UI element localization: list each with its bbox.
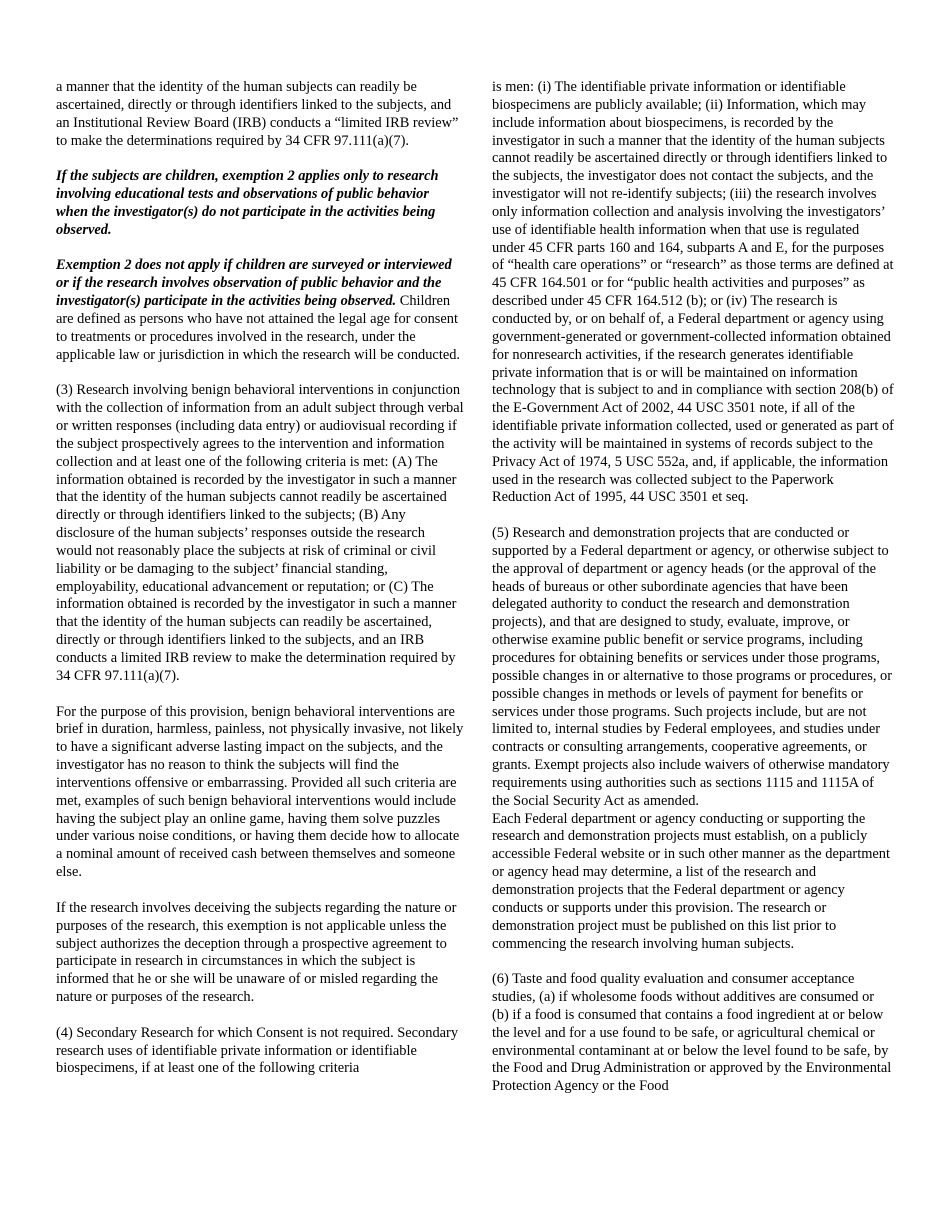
- paragraph-item-3: (3) Research involving benign behavioral interventions in conjunction with the collection of information from an adult subject through verbal or written responses (including data entry) or audiovisual recording if the subject prospectively agrees to the intervention and information collection and at least one of the following criteria is met: (A) The information obtained is recorded by the investigator in such a manner that the identity of the human subjects cannot readily be ascertained directly or through identifiers linked to the subjects; (B) Any disclosure of the human subjects’ responses outside the research would not reasonably place the subjects at risk of criminal or civil liability or be damaging to the subject’ financial standing, employability, educational advancement or reputation; or (C) The information obtained is recorded by the investigator in such a manner that the identity of the human subjects can readily be ascertained, directly or through identifiers linked to the subjects, and an IRB conducts a limited IRB review to make the determination required by 34 CFR 97.111(a)(7).: [56, 382, 464, 684]
- paragraph-item-4: (4) Secondary Research for which Consent is not required. Secondary research uses of identifiable private information or identifiable biospecimens, if at least one of the following criteria: [56, 1024, 459, 1077]
- paragraph-exemption-2-limits: [56, 257, 464, 364]
- right-column: [492, 79, 894, 1096]
- paragraph: Each Federal department or agency conducting or supporting the research and demonstration projects must establish, on a publicly accessible Federal website or in such other manner as the department or agency head may determine, a list of the research and demonstration projects that the Federal department or agency conducts or supports under this provision. The research or demonstration project must be published on this list prior to commencing the research involving human subjects.: [492, 810, 890, 952]
- left-column: [56, 79, 464, 1078]
- bold-italic-text: Exemption 2 does not apply if children are surveyed or interviewed or if the research involves observation of public behavior and the investigator(s) participate in the activities being observed.: [56, 257, 452, 310]
- paragraph: For the purpose of this provision, benign behavioral interventions are brief in duration, harmless, painless, not physically invasive, not likely to have a significant adverse lasting impact on the subjects, and the investigator has no reason to think the subjects will find the interventions offensive or embarrassing. Provided all such criteria are met, examples of such benign behavioral interventions would include having the subject play an online game, having them solve puzzles under various noise conditions, or having them decide how to allocate a nominal amount of received cash between themselves and someone else.: [56, 703, 464, 881]
- paragraph: is men: (i) The identifiable private information or identifiable biospecimens are publicly available; (ii) Information, which may include information about biospecimens, is recorded by the investigator in such a manner that the identity of the human subjects cannot readily be ascertained directly or through identifiers linked to the subjects, the investigator does not contact the subjects, and the investigator will not re-identify subjects; (iii) the research involves only information collection and analysis involving the investigators’ use of identifiable health information when that use is regulated under 45 CFR parts 160 and 164, subparts A and E, for the purposes of “health care operations” or “research” as those terms are defined at 45 CFR 164.501 or for “public health activities and purposes” as described under 45 CFR 164.512 (b); or (iv) The research is conducted by, or on behalf of, a Federal department or agency using government-generated or government-collected information obtained for nonresearch activities, if the research generates identifiable private information that is or will be maintained on information technology that is subject to and in compliance with section 208(b) of the E-Government Act of 2002, 44 USC 3501 note, if all of the identifiable private information collected, used or generated as part of the activity will be maintained in systems of records subject to the Privacy Act of 1974, 5 USC 552a, and, if applicable, the information used in the research was collected subject to the Paperwork Reduction Act of 1995, 44 USC 3501 et seq.: [492, 79, 894, 506]
- paragraph-item-6: (6) Taste and food quality evaluation and consumer acceptance studies, (a) if wholesome foods without additives are consumed or (b) if a food is consumed that contains a food ingredient at or below the level and for a use found to be safe, or agricultural chemical or environmental contaminant at or below the level found to be safe, by the Food and Drug Administration or approved by the Environmental Protection Agency or the Food: [492, 971, 892, 1095]
- paragraph-text: Children are defined as persons who have not attained the legal age for consent to treatments or procedures involved in the research, under the applicable law or jurisdiction in which the research will be conducted.: [56, 293, 460, 363]
- paragraph-item-5: (5) Research and demonstration projects that are conducted or supported by a Federal department or agency, or otherwise subject to the approval of department or agency heads (or the approval of the heads of bureaus or other subordinate agencies that have been delegated authority to conduct the research and demonstration projects), and that are designed to study, evaluate, improve, or otherwise examine public benefit or service programs, including procedures for obtaining benefits or services under those programs, possible changes in or alternative to those programs or procedures, or possible changes in methods or levels of payment for benefits or services under those programs. Such projects include, but are not limited to, internal studies by Federal employees, and studies under contracts or consulting arrangements, cooperative agreements, or grants. Exempt projects also include waivers of otherwise mandatory requirements using authorities such as sections 1115 and 1115A of the Social Security Act as amended.: [492, 525, 893, 809]
- paragraph-children-exemption: If the subjects are children, exemption 2 applies only to research involving educational tests and observations of public behavior when the investigator(s) do not participate in the activities being observed.: [56, 168, 439, 238]
- paragraph: a manner that the identity of the human subjects can readily be ascertained, directly or through identifiers linked to the subjects, and an Institutional Review Board (IRB) conducts a “limited IRB review” to make the determinations required by 34 CFR 97.111(a)(7).: [56, 79, 459, 149]
- paragraph: If the research involves deceiving the subjects regarding the nature or purposes of the research, this exemption is not applicable unless the subject authorizes the deception through a prospective agreement to participate in research in circumstances in which the subject is informed that he or she will be unaware of or misled regarding the nature or purposes of the research.: [56, 899, 457, 1006]
